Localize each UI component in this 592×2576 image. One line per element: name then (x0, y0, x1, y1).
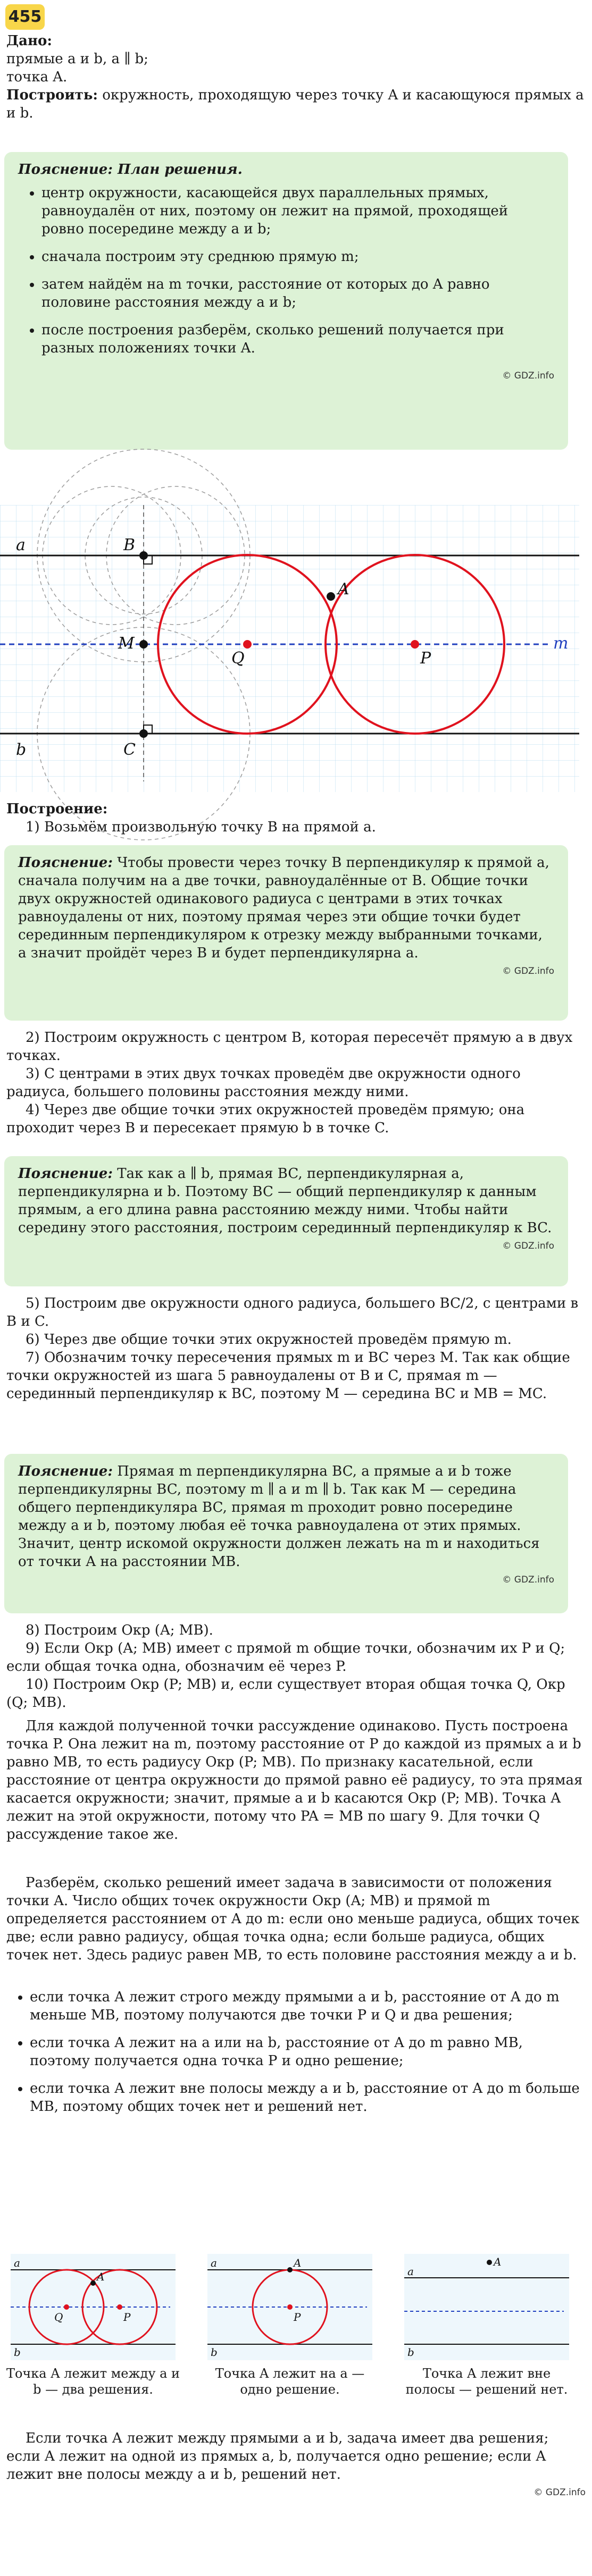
analysis-paragraph (0, 1874, 592, 1964)
step-text: 5) Построим две окружности одного радиуса, большего BC/2, с центрами в B и C. (6, 1295, 579, 1329)
label-point-a: A (494, 2255, 502, 2268)
plan-box (4, 152, 568, 450)
point-c (139, 729, 148, 738)
case-item: • если точка A лежит строго между прямыми a и b, расстояние от A до m меньше MB, поэтому получаются две точки P и Q и два решения; (30, 1988, 586, 2024)
caption-one-solution: Точка A лежит на a — одно решение. (215, 2366, 365, 2397)
plan-item: • центр окружности, касающейся двух параллельных прямых, равноудалён от них, поэтому он лежит на прямой, проходящей ровно посередине между a и b; (41, 184, 554, 238)
case-item: • если точка A лежит вне полосы между a и b, расстояние от A до m больше MB, поэтому общих точек нет и решений нет. (30, 2080, 586, 2116)
label-b: b (16, 740, 27, 759)
watermark: © GDZ.info (502, 1575, 554, 1585)
given-label: Дано: (6, 33, 52, 49)
note-box-1 (4, 845, 568, 1021)
grid-background (0, 505, 579, 792)
label-b: b (407, 2346, 414, 2359)
case-figure-two-solutions (11, 2254, 176, 2360)
label-point-b: B (123, 536, 136, 554)
construction-figure (0, 505, 579, 792)
construction-header (0, 800, 592, 836)
label-point-p: P (420, 649, 431, 668)
plan-title: Пояснение: План решения. (18, 162, 243, 178)
point-q (243, 640, 252, 649)
label-a: a (407, 2265, 414, 2278)
point-m (139, 640, 148, 649)
label-point-q: Q (54, 2311, 63, 2324)
step-1: 1) Возьмём произвольную точку B на прямой a. (26, 819, 376, 835)
plan-item: • сначала построим эту среднюю прямую m; (41, 248, 554, 266)
note-text: Так как a ∥ b, прямая BC, перпендикулярная a, перпендикулярна и b. Поэтому BC — общий перпендикуляр к данным прямым, а его длина равна расстоянию между ними. Чтобы найти середину этого расстояния, построим серединный перпендикуляр к BC. (18, 1166, 552, 1236)
steps-5-7 (0, 1294, 592, 1403)
watermark: © GDZ.info (533, 2487, 586, 2498)
label-b: b (211, 2346, 218, 2359)
given-line-1: прямые a и b, a ∥ b; (6, 51, 148, 67)
cases-list (0, 1988, 592, 2125)
step-text: 8) Построим Окр (A; MB). (26, 1622, 213, 1638)
given-block (0, 32, 592, 122)
plan-item: • после построения разберём, сколько решений получается при разных положениях точки A. (41, 321, 554, 357)
plan-item: • затем найдём на m точки, расстояние от которых до A равно половине расстояния между a и b; (41, 275, 554, 312)
label-point-m: M (118, 634, 135, 653)
label-a: a (14, 2257, 20, 2269)
conclusion-text: Если точка A лежит между прямыми a и b, задача имеет два решения; если A лежит на одной из прямых a, b, получается одно решение; если A лежит вне полосы между a и b, решений нет. (6, 2430, 549, 2482)
case-figure-one-solution (207, 2254, 372, 2360)
label-a: a (16, 536, 26, 554)
step-text: 9) Если Окр (A; MB) имеет с прямой m общие точки, обозначим их P и Q; если общая точка одна, обозначим её через P. (6, 1640, 565, 1674)
justification-paragraph (0, 1717, 592, 1843)
step-text: 7) Обозначим точку пересечения прямых m и BC через M. Так как общие точки окружностей из шага 5 равноудалены от B и C, прямая m — серединный перпендикуляр к BC, поэтому M — середина BC и MB = MC. (6, 1350, 570, 1402)
point-a (327, 592, 335, 601)
paragraph-text: Для каждой полученной точки рассуждение одинаково. Пусть построена точка P. Она лежит на m, поэтому расстояние от P до каждой из прямых a и b равно MB, то есть радиусу Окр (P; MB). По признаку касательной, если расстояние от центра окружности до прямой равно её радиусу, то эта прямая касается окружности; значит, прямые a и b касаются Окр (P; MB). Точка A лежит на этой окружности, потому что PA = MB по шагу 9. Для точки Q рассуждение такое же. (6, 1718, 583, 1842)
label-a: a (211, 2257, 217, 2269)
point-p (411, 640, 419, 649)
case-item: • если точка A лежит на a или на b, расстояние от A до m равно MB, поэтому получается одна точка P и одно решение; (30, 2034, 586, 2070)
caption-no-solution: Точка A лежит вне полосы — решений нет. (405, 2366, 568, 2397)
label-point-p: P (294, 2311, 301, 2324)
label-point-c: C (123, 740, 136, 759)
note-box-2 (4, 1156, 568, 1286)
watermark: © GDZ.info (502, 371, 554, 381)
note-label: Пояснение: (18, 855, 113, 871)
note-text: Чтобы провести через точку B перпендикуляр к прямой a, сначала получим на a две точки, равноудалённые от B. Общие точки двух окружностей одинакового радиуса с центрами в этих точках равноудалены от них, поэтому прямая через эти общие точки будет серединным перпендикуляром к отрезку между выбранными точками, а значит пройдёт через B и будет перпендикулярна a. (18, 855, 549, 961)
steps-8-10 (0, 1621, 592, 1712)
construct-text: окружность, проходящую через точку A и касающуюся прямых a и b. (6, 87, 584, 121)
step-text: 3) С центрами в этих двух точках проведём две окружности одного радиуса, большего половины расстояния между ними. (6, 1066, 521, 1100)
watermark: © GDZ.info (502, 966, 554, 976)
watermark: © GDZ.info (502, 1241, 554, 1251)
case-figure-no-solution (404, 2254, 569, 2360)
point-b (139, 551, 148, 560)
note-label: Пояснение: (18, 1463, 113, 1479)
caption-two-solutions: Точка A лежит между a и b — два решения. (6, 2366, 180, 2397)
step-text: 2) Построим окружность с центром B, которая пересечёт прямую a в двух точках. (6, 1030, 573, 1064)
construct-label: Построить: (6, 87, 98, 103)
step-text: 4) Через две общие точки этих окружностей проведём прямую; она проходит через B и пересекает прямую b в точке C. (6, 1102, 525, 1136)
given-line-2: точка A. (6, 69, 68, 85)
label-m: m (553, 634, 569, 653)
label-b: b (14, 2346, 21, 2359)
step-text: 6) Через две общие точки этих окружностей проведём прямую m. (26, 1332, 512, 1348)
step-text: 10) Построим Окр (P; MB) и, если существует вторая общая точка Q, Окр (Q; MB). (6, 1677, 565, 1711)
task-number-badge: 455 (5, 4, 45, 30)
label-point-a: A (97, 2270, 105, 2283)
label-point-a: A (338, 580, 349, 599)
label-point-q: Q (231, 649, 245, 668)
label-point-p: P (123, 2311, 131, 2324)
construction-title: Построение: (6, 801, 108, 817)
note-text: Прямая m перпендикулярна BC, а прямые a и b тоже перпендикулярны BC, поэтому m ∥ a и m ∥ b. Так как M — середина общего перпендикуляра BC, прямая m проходит ровно посередине между a и b, поэтому любая её точка равноудалена от этих прямых. Значит, центр искомой окружности должен лежать на m и находиться от точки A на расстоянии MB. (18, 1463, 540, 1570)
paragraph-text: Разберём, сколько решений имеет задача в зависимости от положения точки A. Число общих точек окружности Окр (A; MB) и прямой m определяется расстоянием от A до m: если оно меньше радиуса, общих точек две; если равно радиусу, общая точка одна; если больше радиуса, общих точек нет. Здесь радиус равен MB, то есть половине расстояния между a и b. (6, 1875, 580, 1963)
steps-2-4 (0, 1029, 592, 1137)
label-point-a: A (294, 2257, 302, 2269)
note-label: Пояснение: (18, 1166, 113, 1182)
final-conclusion (0, 2429, 592, 2502)
note-box-3 (4, 1454, 568, 1613)
